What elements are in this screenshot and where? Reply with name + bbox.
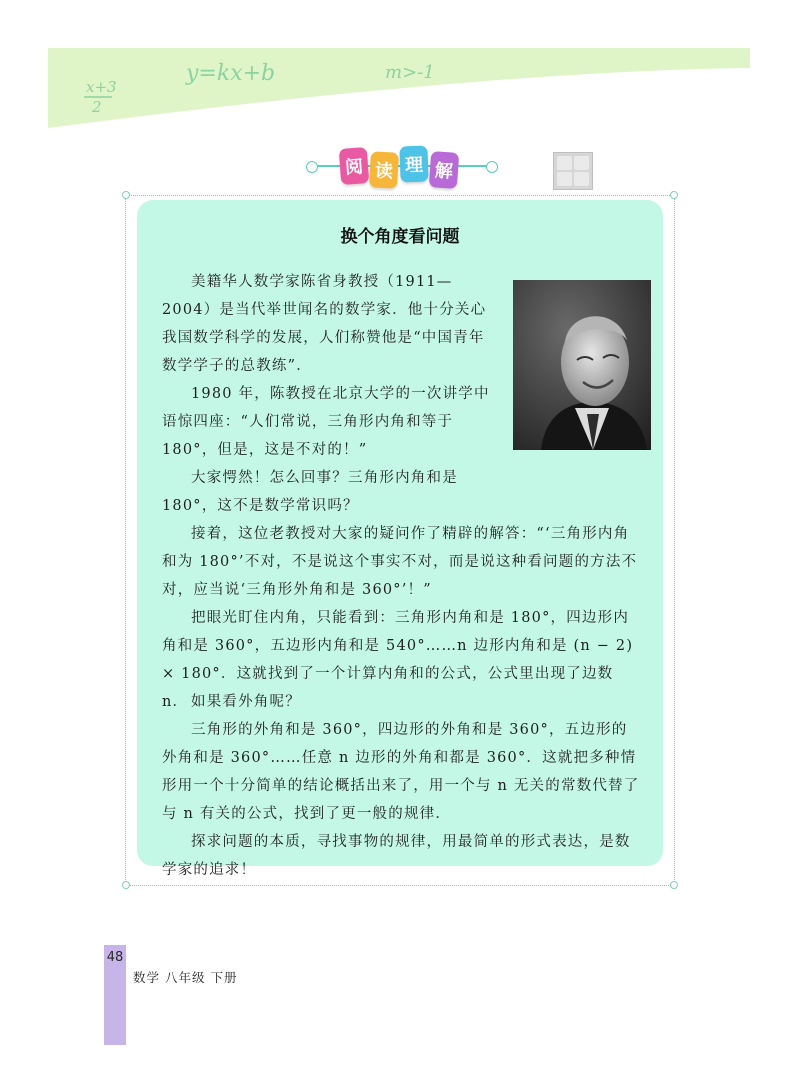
- frame-corner-dot: [122, 191, 130, 199]
- article-paragraph: 探求问题的本质，寻找事物的规律，用最简单的形式表达，是数学家的追求！: [162, 834, 631, 878]
- frame-corner-dot: [122, 881, 130, 889]
- article-paragraph: 1980 年，陈教授在北京大学的一次讲学中语惊四座：“人们常说，三角形内角和等于 180°，但是，这是不对的！”: [162, 386, 490, 458]
- header-band-shape: [0, 0, 800, 140]
- portrait-photo: [513, 280, 651, 450]
- header-band: [0, 0, 800, 140]
- article-title: 换个角度看问题: [340, 227, 460, 247]
- frame-corner-dot: [670, 881, 678, 889]
- section-label-char: 阅: [339, 147, 369, 185]
- section-label-char: 解: [429, 151, 459, 189]
- frame-corner-dot: [670, 191, 678, 199]
- line-end-dot: [306, 161, 318, 173]
- section-label-char: 理: [399, 146, 428, 183]
- article-paragraph: 接着，这位老教授对大家的疑问作了精辟的解答：“‘三角形内角和为 180°’不对，不是说这个事实不对，而是说这种看问题的方法不对，应当说‘三角形外角和是 360°’！”: [162, 526, 638, 598]
- article-paragraph: 大家愕然！怎么回事？三角形内角和是 180°，这不是数学常识吗？: [162, 470, 458, 514]
- line-end-dot: [486, 161, 498, 173]
- formula-2: y=kx+b: [186, 61, 276, 86]
- section-stamp-icon: [553, 152, 593, 190]
- formula-3: m>-1: [385, 62, 435, 83]
- article-paragraph: 三角形的外角和是 360°，四边形的外角和是 360°，五边形的外角和是 360°……任意 n 边形的外角和都是 360°．这就把多种情形用一个十分简单的结论概括出来了，用一个与 n 无关的常数代替了与 n 有关的公式，找到了更一般的规律．: [162, 722, 640, 822]
- formula-1: x+3: [86, 78, 117, 96]
- article-paragraph: 把眼光盯住内角，只能看到：三角形内角和是 180°，四边形内角和是 360°，五边形内角和是 540°……n 边形内角和是 (n − 2) × 180°．这就找到了一个计算内角和的公式，公式里出现了边数 n．: [162, 610, 634, 710]
- article-paragraph: 美籍华人数学家陈省身教授（1911—2004）是当代举世闻名的数学家．他十分关心我国数学科学的发展，人们称赞他是“中国青年数学学子的总教练”．: [162, 274, 487, 374]
- section-label-char: 读: [369, 151, 399, 188]
- page-number: 48: [106, 950, 124, 965]
- formula-1-denominator: 2: [92, 98, 102, 116]
- section-label: [340, 146, 458, 182]
- article-paragraph: 如果看外角呢？: [191, 694, 301, 710]
- book-title: 数学 八年级 下册: [133, 970, 238, 985]
